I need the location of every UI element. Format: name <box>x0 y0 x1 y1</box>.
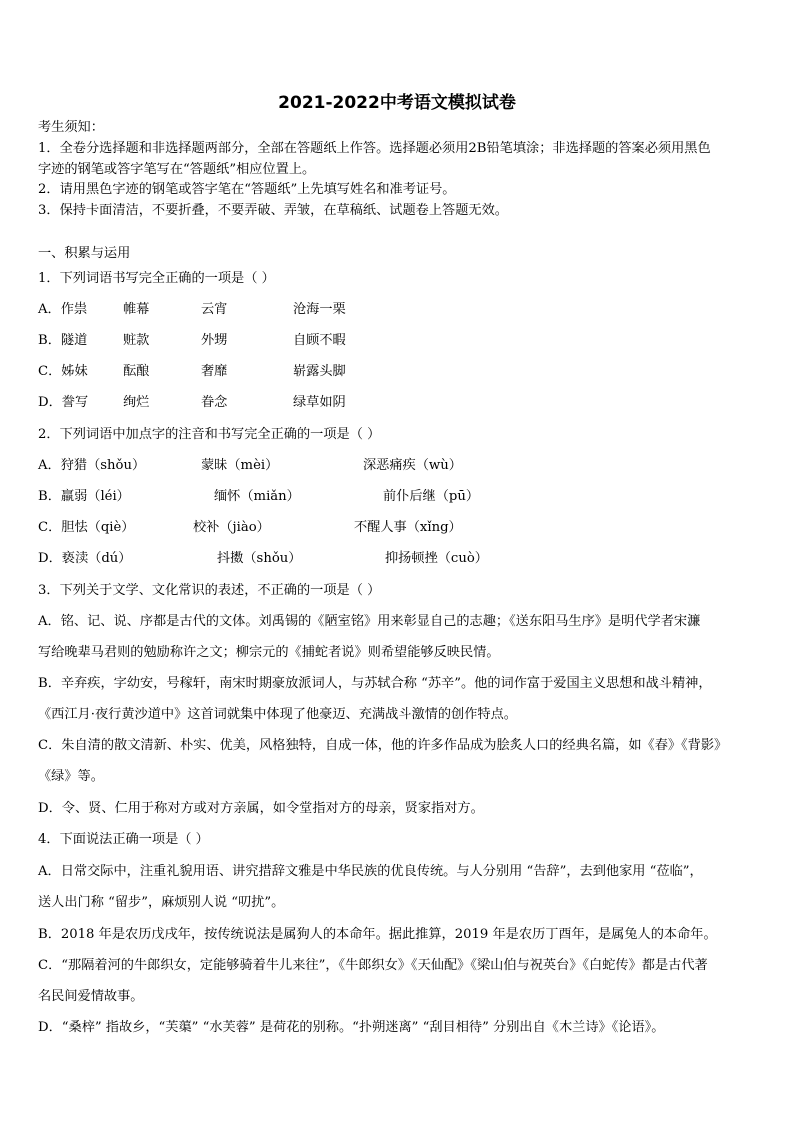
q4-line: A．日常交际中，注重礼貌用语、讲究措辞文雅是中华民族的优良传统。与人分别用 “告辞”，去到他家用 “莅临”， <box>38 864 703 879</box>
notice-line: 3．保持卡面清洁，不要折叠，不要弄破、弄皱，在草稿纸、试题卷上答题无效。 <box>38 203 508 218</box>
q4-line: D．“桑梓” 指故乡，“芙蕖” “水芙蓉” 是荷花的别称。“扑朔迷离” “刮目相待” 分别出自《木兰诗》《论语》。 <box>38 1020 665 1035</box>
notice-heading: 考生须知： <box>38 120 104 135</box>
page-title: 2021-2022中考语文模拟试卷 <box>278 93 516 113</box>
q4-line: 名民间爱情故事。 <box>38 989 144 1004</box>
q4-line: B．2018 年是农历戊戌年，按传统说法是属狗人的本命年。据此推算，2019 年是农历丁酉年，是属兔人的本命年。 <box>38 927 717 942</box>
notice-line: 1．全卷分选择题和非选择题两部分，全部在答题纸上作答。选择题必须用2B铅笔填涂；非选择题的答案必须用黑色 <box>38 141 711 156</box>
q3-stem: 3．下列关于文学、文化常识的表述，不正确的一项是（ ） <box>38 583 381 598</box>
notice-line: 2．请用黑色字迹的钢笔或答字笔在“答题纸”上先填写姓名和准考证号。 <box>38 182 456 197</box>
q3-line: C．朱自清的散文清新、朴实、优美，风格独特，自成一体，他的许多作品成为脍炙人口的经典名篇，如《春》《背影》 <box>38 738 728 753</box>
section-heading: 一、积累与运用 <box>38 246 131 261</box>
q3-line: B．辛弃疾，字幼安，号稼轩，南宋时期豪放派词人，与苏轼合称 “苏辛”。他的词作富于爱国主义思想和战斗精神， <box>38 676 712 691</box>
q4-stem: 4．下面说法正确一项是（ ） <box>38 832 209 847</box>
q3-line: D．令、贤、仁用于称对方或对方亲属，如令堂指对方的母亲，贤家指对方。 <box>38 801 484 816</box>
q4-line: C．“那隔着河的牛郎织女，定能够骑着牛儿来往”，《牛郎织女》《天仙配》《梁山伯与祝英台》《白蛇传》都是古代著 <box>38 958 708 973</box>
q3-line: 《西江月·夜行黄沙道中》这首词就集中体现了他豪迈、充满战斗激情的创作特点。 <box>38 707 517 722</box>
q3-line: 《绿》等。 <box>38 769 104 784</box>
q2-stem: 2．下列词语中加点字的注音和书写完全正确的一项是（ ） <box>38 427 381 442</box>
q4-line: 送人出门称 “留步”，麻烦别人说 “叨扰”。 <box>38 895 285 910</box>
q3-line: 写给晚辈马君则的勉励称许之文；柳宗元的《捕蛇者说》则希望能够反映民情。 <box>38 645 500 660</box>
q3-line: A．铭、记、说、序都是古代的文体。刘禹锡的《陋室铭》用来彰显自己的志趣；《送东阳马生序》是明代学者宋濂 <box>38 614 701 629</box>
q1-stem: 1．下列词语书写完全正确的一项是（ ） <box>38 271 275 286</box>
exam-page: 2021-2022中考语文模拟试卷 考生须知： 1．全卷分选择题和非选择题两部分，全部在答题纸上作答。选择题必须用2B铅笔填涂；非选择题的答案必须用黑色 字迹的钢笔或答字笔写在“答题纸”相应位置上。 2．请用黑色字迹的钢笔或答字笔在“答题纸”上先填写姓名和准考证号。 3．保持卡面清洁，不要折叠，不要弄破、弄皱，在草稿纸、试题卷上答题无效。 一、积累与运用 1．下列词语书写完全正确的一项是（ ） A．作祟 帷幕 云宵 沧海一栗 B．隧道 赃款 外甥 自顾不暇 C．姊妹 酝酿 奢靡 崭露头脚 D．誊写 绚烂 眷念 绿草如阴 2．下列词语中加点字的注音和书写完全正确的一项是（ ） A．狩猎（shǒu） 蒙昧（mèi） 深恶痛疾（wù） B．羸弱（léi） 缅怀（miǎn） 前仆后继（pū） C．胆怯（qiè） 校补（jiào） 不醒人事（xǐng） D．亵渎（dú） 抖擞（shǒu） 抑扬顿挫（cuò） 3．下列关于文学、文化常识的表述，不正确的一项是（ ） A．铭、记、说、序都是古代的文体。刘禹锡的《陋室铭》用来彰显自己的志趣；《送东阳马生序》是明代学者宋濂 写给晚辈马君则的勉励称许之文；柳宗元的《捕蛇者说》则希望能够反映民情。 B．辛弃疾，字幼安，号稼轩，南宋时期豪放派词人，与苏轼合称 “苏辛”。他的词作富于爱国主义思想和战斗精神， 《西江月·夜行黄沙道中》这首词就集中体现了他豪迈、充满战斗激情的创作特点。 C．朱自清的散文清新、朴实、优美，风格独特，自成一体，他的许多作品成为脍炙人口的经典名篇，如《春》《背影》 《绿》等。 D．令、贤、仁用于称对方或对方亲属，如令堂指对方的母亲，贤家指对方。 4．下面说法正确一项是（ ） A．日常交际中，注重礼貌用语、讲究措辞文雅是中华民族的优良传统。与人分别用 “告辞”，去到他家用 “莅临”， 送人出门称 “留步”，麻烦别人说 “叨扰”。 B．2018 年是农历戊戌年，按传统说法是属狗人的本命年。据此推算，2019 年是农历丁酉年，是属兔人的本命年。 C．“那隔着河的牛郎织女，定能够骑着牛儿来往”，《牛郎织女》《天仙配》《梁山伯与祝英台》《白蛇传》都是古代著 名民间爱情故事。 D．“桑梓” 指故乡，“芙蕖” “水芙蓉” 是荷花的别称。“扑朔迷离” “刮目相待” 分别出自《木兰诗》《论语》。 <box>0 0 794 1123</box>
notice-line: 字迹的钢笔或答字笔写在“答题纸”相应位置上。 <box>38 162 316 177</box>
